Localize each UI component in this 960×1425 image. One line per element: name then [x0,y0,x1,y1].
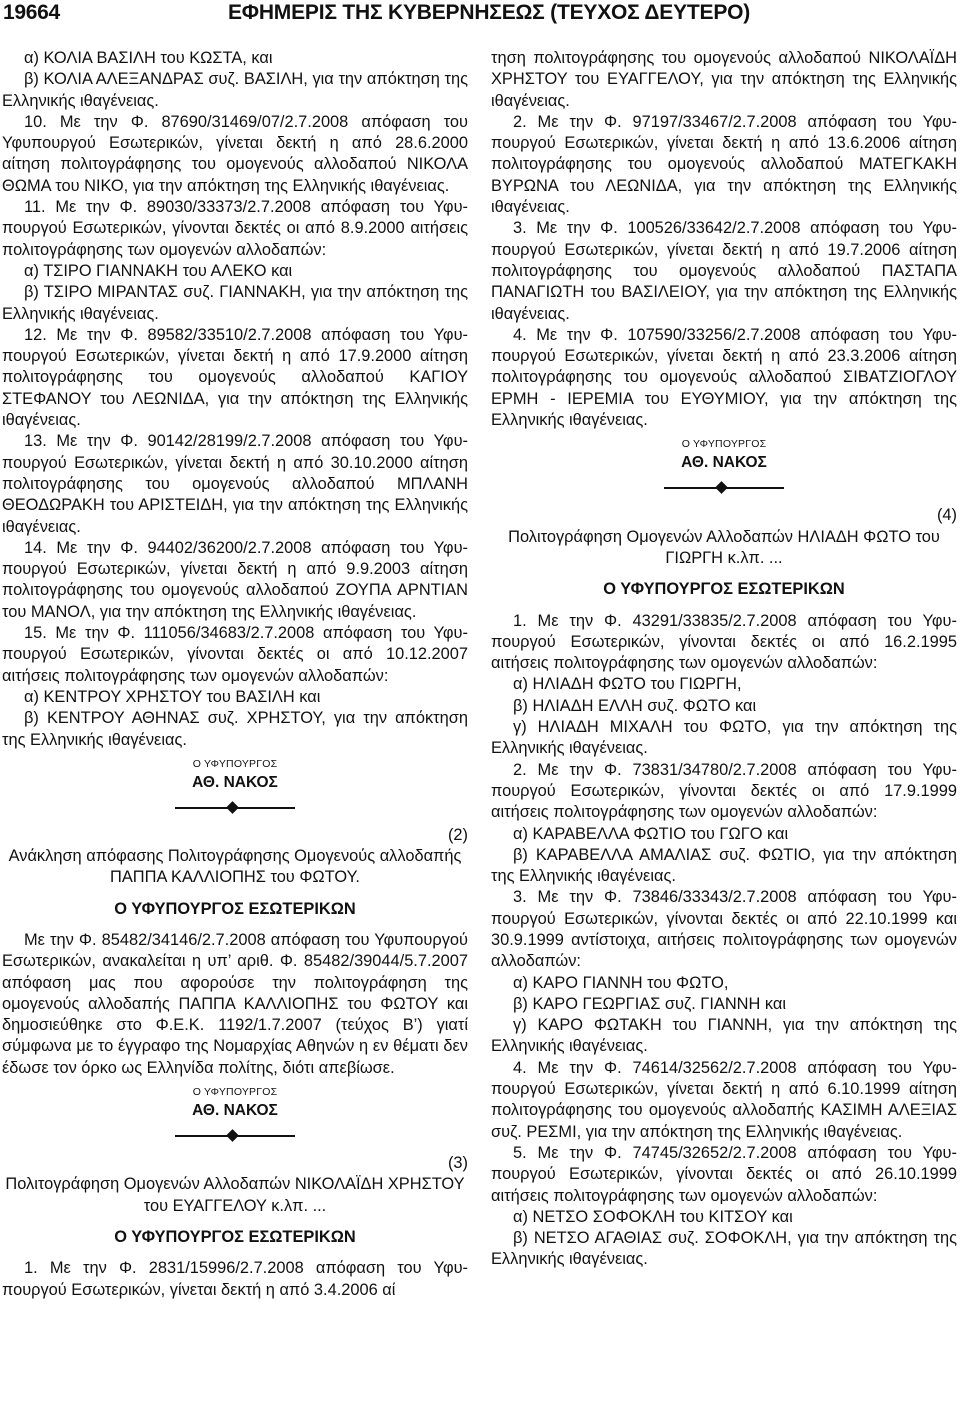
paragraph: α) ΝΕΤΣΟ ΣΟΦΟΚΛΗ του ΚΙΤΣΟΥ και [513,1207,793,1226]
page-header [0,0,960,34]
section-title: Πολιτογράφηση Ομογενών Αλλοδαπών ΝΙΚΟΛΑΪΔΗ ΧΡΗΣΤΟΥ του ΕΥΑΓΓΕΛΟΥ κ.λπ. ... [5,1175,465,1215]
paragraph: β) ΗΛΙΑΔΗ ΕΛΛΗ συζ. ΦΩΤΟ και [513,696,757,715]
paragraph: α) ΤΣΙΡΟ ΓΙΑΝΝΑΚΗ του ΑΛΕΚΟ και [24,261,293,280]
signatory-role: Ο ΥΦΥΠΟΥΡΓΟΣ [192,757,278,770]
section-title: Ανάκληση απόφασης Πολιτογράφησης Ομογενούς αλλοδαπής ΠΑΠΠΑ ΚΑΛΛΙΟΠΗΣ του ΦΩΤΟΥ. [8,847,462,887]
paragraph: α) ΗΛΙΑΔΗ ΦΩΤΟ του ΓΙΩΡΓΗ, [513,675,742,694]
section-title: Πολιτογράφηση Ομογενών Αλλοδαπών ΗΛΙΑΔΗ ΦΩΤΟ του ΓΙΩΡΓΗ κ.λπ. ... [508,527,940,567]
paragraph: 4. Με την Φ. 107590/33256/2.7.2008 απόφαση του Υφυπουργού Εσωτερικών, γίνεται δεκτή η από 23.3.2006 αίτηση πολιτογράφησης του ομογενούς αλλοδαπού ΣΙΒΑΤΖΙΟΓΛΟΥ ΕΡΜΗ - ΙΕΡΕΜΙΑ του ΕΥΘΥΜΙΟΥ, για την απόκτηση της Ελληνικής ιθαγένειας. [491,325,957,430]
paragraph: β) ΚΕΝΤΡΟΥ ΑΘΗΝΑΣ συζ. ΧΡΗΣΤΟΥ, για την απόκτηση της Ελληνικής ιθαγένειας. [2,709,468,749]
paragraph: β) ΝΕΤΣΟ ΑΓΑΘΙΑΣ συζ. ΣΟΦΟΚΛΗ, για την απόκτηση της Ελληνικής ιθαγένειας. [491,1229,957,1269]
ministry-heading: Ο ΥΦΥΠΟΥΡΓΟΣ ΕΣΩΤΕΡΙΚΩΝ [603,580,845,599]
left-column [2,48,468,1301]
diamond-ornament-icon [226,1129,239,1142]
paragraph: 3. Με την Φ. 100526/33642/2.7.2008 απόφαση του Υφυπουργού Εσωτερικών, γίνεται δεκτή η από 19.7.2006 αίτηση πολιτογράφησης του ομογενούς αλλοδαπού ΠΑΣΤΑΠΑ ΠΑΝΑΓΙΩΤΗ του ΒΑΣΙΛΕΙΟΥ, για την απόκτηση της Ελληνικής ιθαγένειας. [491,219,957,323]
paragraph: 3. Με την Φ. 73846/33343/2.7.2008 απόφαση του Υφυπουργού Εσωτερικών, γίνονται δεκτές οι από 22.10.1999 και 30.9.1999 αντίστοιχα, αιτήσεις πολιτογράφησης των ομογενών αλλοδαπών: [491,888,957,971]
right-column [491,48,957,1271]
signatory-name: ΑΘ. ΝΑΚΟΣ [192,1102,278,1120]
diamond-ornament-icon [226,801,239,814]
paragraph: τηση πολιτογράφησης του ομογενούς αλλοδαπού ΝΙΚΟΛΑΪΔΗ ΧΡΗΣΤΟΥ του ΕΥΑΓΓΕΛΟΥ, για την απόκτηση της Ελληνικής ιθαγένειας. [491,49,957,110]
page-number: 19664 [3,1,60,24]
section-number: (4) [936,506,957,525]
paragraph: 1. Με την Φ. 2831/15996/2.7.2008 απόφαση του Υφυπουργού Εσωτερικών, γίνεται δεκτή η από 3.4.2006 αί [2,1259,468,1299]
section-number: (3) [447,1154,468,1173]
paragraph: α) ΚΑΡΑΒΕΛΛΑ ΦΩΤΙΟ του ΓΩΓΟ και [513,824,789,843]
diamond-ornament-icon [715,481,728,494]
section-number: (2) [447,825,468,844]
paragraph: Με την Φ. 85482/34146/2.7.2008 απόφαση του Υφυπουργού Εσωτερικών, ανακαλείται η υπ’ αριθ. Φ. 85482/39044/5.7.2007 απόφαση μας που αφορούσε την πολιτογράφηση της ομογενούς αλλοδαπής ΠΑΠΠΑ ΚΑΛΛΙΟΠΗΣ του ΦΩΤΟΥ και δημοσιεύθηκε στο Φ.Ε.Κ. 1192/1.7.2007 (τεύχος Β’) γιατί σύμφωνα με το έγγραφο της Νομαρχίας Αθηνών η εν θέματι δεν έδωσε τον όρκο ως Ελληνίδα πολίτης, διότι απεβίωσε. [2,930,468,1077]
paragraph: α) ΚΕΝΤΡΟΥ ΧΡΗΣΤΟΥ του ΒΑΣΙΛΗ και [24,687,321,706]
paragraph: β) ΚΑΡΑΒΕΛΛΑ ΑΜΑΛΙΑΣ συζ. ΦΩΤΙΟ, για την απόκτηση της Ελληνικής ιθαγένειας. [491,845,957,886]
section-divider [175,801,295,815]
section-divider [175,1129,295,1143]
ministry-heading: Ο ΥΦΥΠΟΥΡΓΟΣ ΕΣΩΤΕΡΙΚΩΝ [114,899,356,918]
paragraph: γ) ΗΛΙΑΔΗ ΜΙΧΑΛΗ του ΦΩΤΟ, για την απόκτηση της Ελληνικής ιθαγένειας. [491,718,957,758]
paragraph: β) ΚΟΛΙΑ ΑΛΕΞΑΝΔΡΑΣ συζ. ΒΑΣΙΛΗ, για την απόκτηση της Ελληνικής ιθαγένειας. [2,70,468,110]
paragraph: 15. Με την Φ. 111056/34683/2.7.2008 απόφαση του Υφυπουργού Εσωτερικών, γίνονται δεκτές οι από 10.12.2007 αιτήσεις πολιτογράφησης των ομογενών αλλοδαπών: [2,624,468,685]
signatory-name: ΑΘ. ΝΑΚΟΣ [192,773,278,791]
signatory-name: ΑΘ. ΝΑΚΟΣ [681,454,767,472]
signatory-role: Ο ΥΦΥΠΟΥΡΓΟΣ [192,1086,278,1099]
gazette-title: ΕΦΗΜΕΡΙΣ ΤΗΣ ΚΥΒΕΡΝΗΣΕΩΣ (ΤΕΥΧΟΣ ΔΕΥΤΕΡΟ) [228,1,751,24]
paragraph: 14. Με την Φ. 94402/36200/2.7.2008 απόφαση του Υφυπουργού Εσωτερικών, γίνεται δεκτή η από 9.9.2003 αίτηση πολιτογράφησης του ομογενούς αλλοδαπού ΖΟΥΠΑ ΑΡΝΤΙΑΝ του ΜΑΝΟΛ, για την απόκτηση της Ελληνικής ιθαγένειας. [2,538,468,621]
paragraph: 10. Με την Φ. 87690/31469/07/2.7.2008 απόφαση του Υφυπουργού Εσωτερικών, γίνεται δεκτή η από 28.6.2000 αίτηση πολιτογράφησης του ομογενούς αλλοδαπού ΝΙΚΟΛΑ ΘΩΜΑ του ΝΙΚΟ, για την απόκτηση της Ελληνικής ιθαγένειας. [2,112,468,195]
paragraph: α) ΚΟΛΙΑ ΒΑΣΙΛΗ του ΚΩΣΤΑ, και [24,49,273,67]
paragraph: 2. Με την Φ. 97197/33467/2.7.2008 απόφαση του Υφυπουργού Εσωτερικών, γίνεται δεκτή η από 13.6.2006 αίτηση πολιτογράφησης του ομογενούς αλλοδαπού ΜΑΤΕΓΚΑΚΗ ΒΥΡΩΝΑ του ΛΕΩΝΙΔΑ, για την απόκτηση της Ελληνικής ιθαγένειας. [491,112,957,217]
paragraph: 5. Με την Φ. 74745/32652/2.7.2008 απόφαση του Υφυπουργού Εσωτερικών, γίνονται δεκτές οι από 26.10.1999 αιτήσεις πολιτογράφησης των ομογενών αλλοδαπών: [491,1143,957,1205]
paragraph: 13. Με την Φ. 90142/28199/2.7.2008 απόφαση του Υφυπουργού Εσωτερικών, γίνεται δεκτή η από 30.10.2000 αίτηση πολιτογράφησης του ομογενούς αλλοδαπού ΜΠΛΑΝΗ ΘΕΟΔΩΡΑΚΗ του ΑΡΙΣΤΕΙΔΗ, για την απόκτηση της Ελληνικής ιθαγένειας. [2,432,468,536]
paragraph: 12. Με την Φ. 89582/33510/2.7.2008 απόφαση του Υφυπουργού Εσωτερικών, γίνεται δεκτή η από 17.9.2000 αίτηση πολιτογράφησης του ομογενούς αλλοδαπού ΚΑΓΙΟΥ ΣΤΕΦΑΝΟΥ του ΛΕΩΝΙΔΑ, για την απόκτηση της Ελληνικής ιθαγένειας. [2,325,468,430]
paragraph: 1. Με την Φ. 43291/33835/2.7.2008 απόφαση του Υφυπουργού Εσωτερικών, γίνονται δεκτές οι από 16.2.1995 αιτήσεις πολιτογράφησης των ομογενών αλλοδαπών: [491,611,957,673]
signatory-role: Ο ΥΦΥΠΟΥΡΓΟΣ [681,438,767,451]
paragraph: 11. Με την Φ. 89030/33373/2.7.2008 απόφαση του Υφυπουργού Εσωτερικών, γίνονται δεκτές οι από 8.9.2000 αιτήσεις πολιτογράφησης των ομογενών αλλοδαπών: [2,198,468,259]
paragraph: γ) ΚΑΡΟ ΦΩΤΑΚΗ του ΓΙΑΝΝΗ, για την απόκτηση της Ελληνικής ιθαγένειας. [491,1016,957,1056]
paragraph: α) ΚΑΡΟ ΓΙΑΝΝΗ του ΦΩΤΟ, [513,973,729,992]
paragraph: β) ΚΑΡΟ ΓΕΩΡΓΙΑΣ συζ. ΓΙΑΝΝΗ και [513,994,786,1013]
paragraph: 2. Με την Φ. 73831/34780/2.7.2008 απόφαση του Υφυπουργού Εσωτερικών, γίνονται δεκτές οι από 17.9.1999 αιτήσεις πολιτογράφησης των ομογενών αλλοδαπών: [491,760,957,822]
paragraph: 4. Με την Φ. 74614/32562/2.7.2008 απόφαση του Υφυπουργού Εσωτερικών, γίνεται δεκτή η από 6.10.1999 αίτηση πολιτογράφησης του ομογενούς αλλοδαπής ΚΑΣΙΜΗ ΑΛΕΞΙΑΣ συζ. ΡΕΣΜΙ, για την απόκτηση της Ελληνικής ιθαγένειας. [491,1058,957,1141]
ministry-heading: Ο ΥΦΥΠΟΥΡΓΟΣ ΕΣΩΤΕΡΙΚΩΝ [114,1227,356,1246]
paragraph: β) ΤΣΙΡΟ ΜΙΡΑΝΤΑΣ συζ. ΓΙΑΝΝΑΚΗ, για την απόκτηση της Ελληνικής ιθαγένειας. [2,283,468,323]
section-divider [664,481,784,495]
